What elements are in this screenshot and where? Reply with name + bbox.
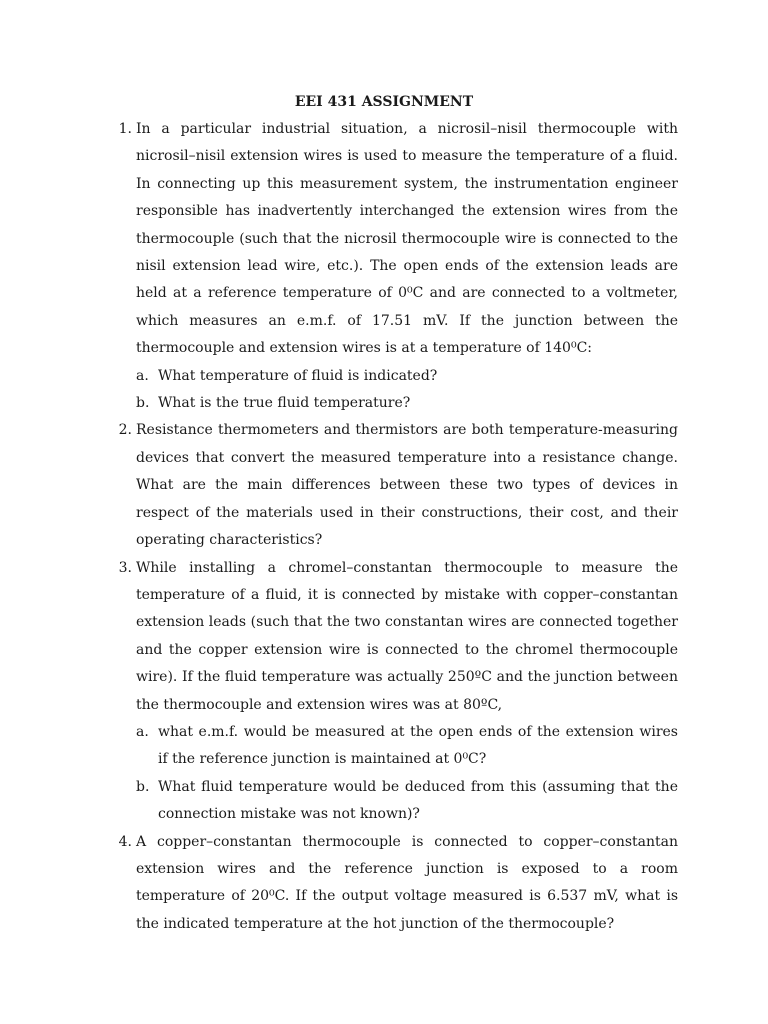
question-1: [0, 116, 768, 417]
part-label: a.: [136, 367, 149, 384]
question-3-part-a: [0, 719, 768, 774]
question-4: [0, 829, 768, 939]
question-number: 2.: [118, 422, 132, 439]
question-number: 1.: [118, 121, 132, 137]
part-label: b.: [136, 395, 150, 412]
part-text: What temperature of fluid is indicated?: [158, 367, 438, 384]
question-1-part-a: [0, 363, 768, 390]
question-text: While installing a chromel–constantan thermocouple to measure the temperature of a fluid, it is connected by mistake with copper–constantan extension leads (such that the two constantan wires are connected together and the copper extension wire is connected to the chromel thermocouple wire). If the fluid temperature was actually 250ºC and the junction between the thermocouple and extension wires was at 80ºC,: [136, 559, 678, 713]
question-3-part-b: [0, 774, 768, 829]
question-text: A copper–constantan thermocouple is connected to copper–constantan extension wires and the reference junction is exposed to a room temperature of 20⁰C. If the output voltage measured is 6.537 mV, what is the indicated temperature at the hot junction of the thermocouple?: [136, 833, 678, 932]
part-text: what e.m.f. would be measured at the open ends of the extension wires if the reference junction is maintained at 0⁰C?: [158, 723, 678, 768]
question-list: [0, 116, 768, 938]
part-label: b.: [136, 778, 150, 795]
question-text: In a particular industrial situation, a nicrosil–nisil thermocouple with nicrosil–nisil extension wires is used to measure the temperature of a fluid. In connecting up this measurement system, the instrumentation engineer responsible has inadvertently interchanged the extension wires from the thermocouple (such that the nicrosil thermocouple wire is connected to the nisil extension lead wire, etc.). The open ends of the extension leads are held at a reference temperature of 0⁰C and are connected to a voltmeter, which measures an e.m.f. of 17.51 mV. If the junction between the thermocouple and extension wires is at a temperature of 140⁰C:: [136, 121, 678, 357]
document-title: EEI 431 ASSIGNMENT: [294, 94, 474, 110]
part-text: What fluid temperature would be deduced from this (assuming that the connection mistake was not known)?: [158, 778, 678, 823]
question-3: [0, 555, 768, 829]
question-1-part-b: [0, 390, 768, 417]
question-number: 4.: [118, 833, 132, 850]
question-number: 3.: [118, 559, 132, 576]
part-text: What is the true fluid temperature?: [158, 395, 411, 412]
part-label: a.: [136, 723, 149, 740]
question-2: [0, 417, 768, 554]
question-text: Resistance thermometers and thermistors are both temperature-measuring devices that convert the measured temperature into a resistance change. What are the main differences between these two types of devices in respect of the materials used in their constructions, their cost, and their operating characteristics?: [136, 422, 678, 549]
